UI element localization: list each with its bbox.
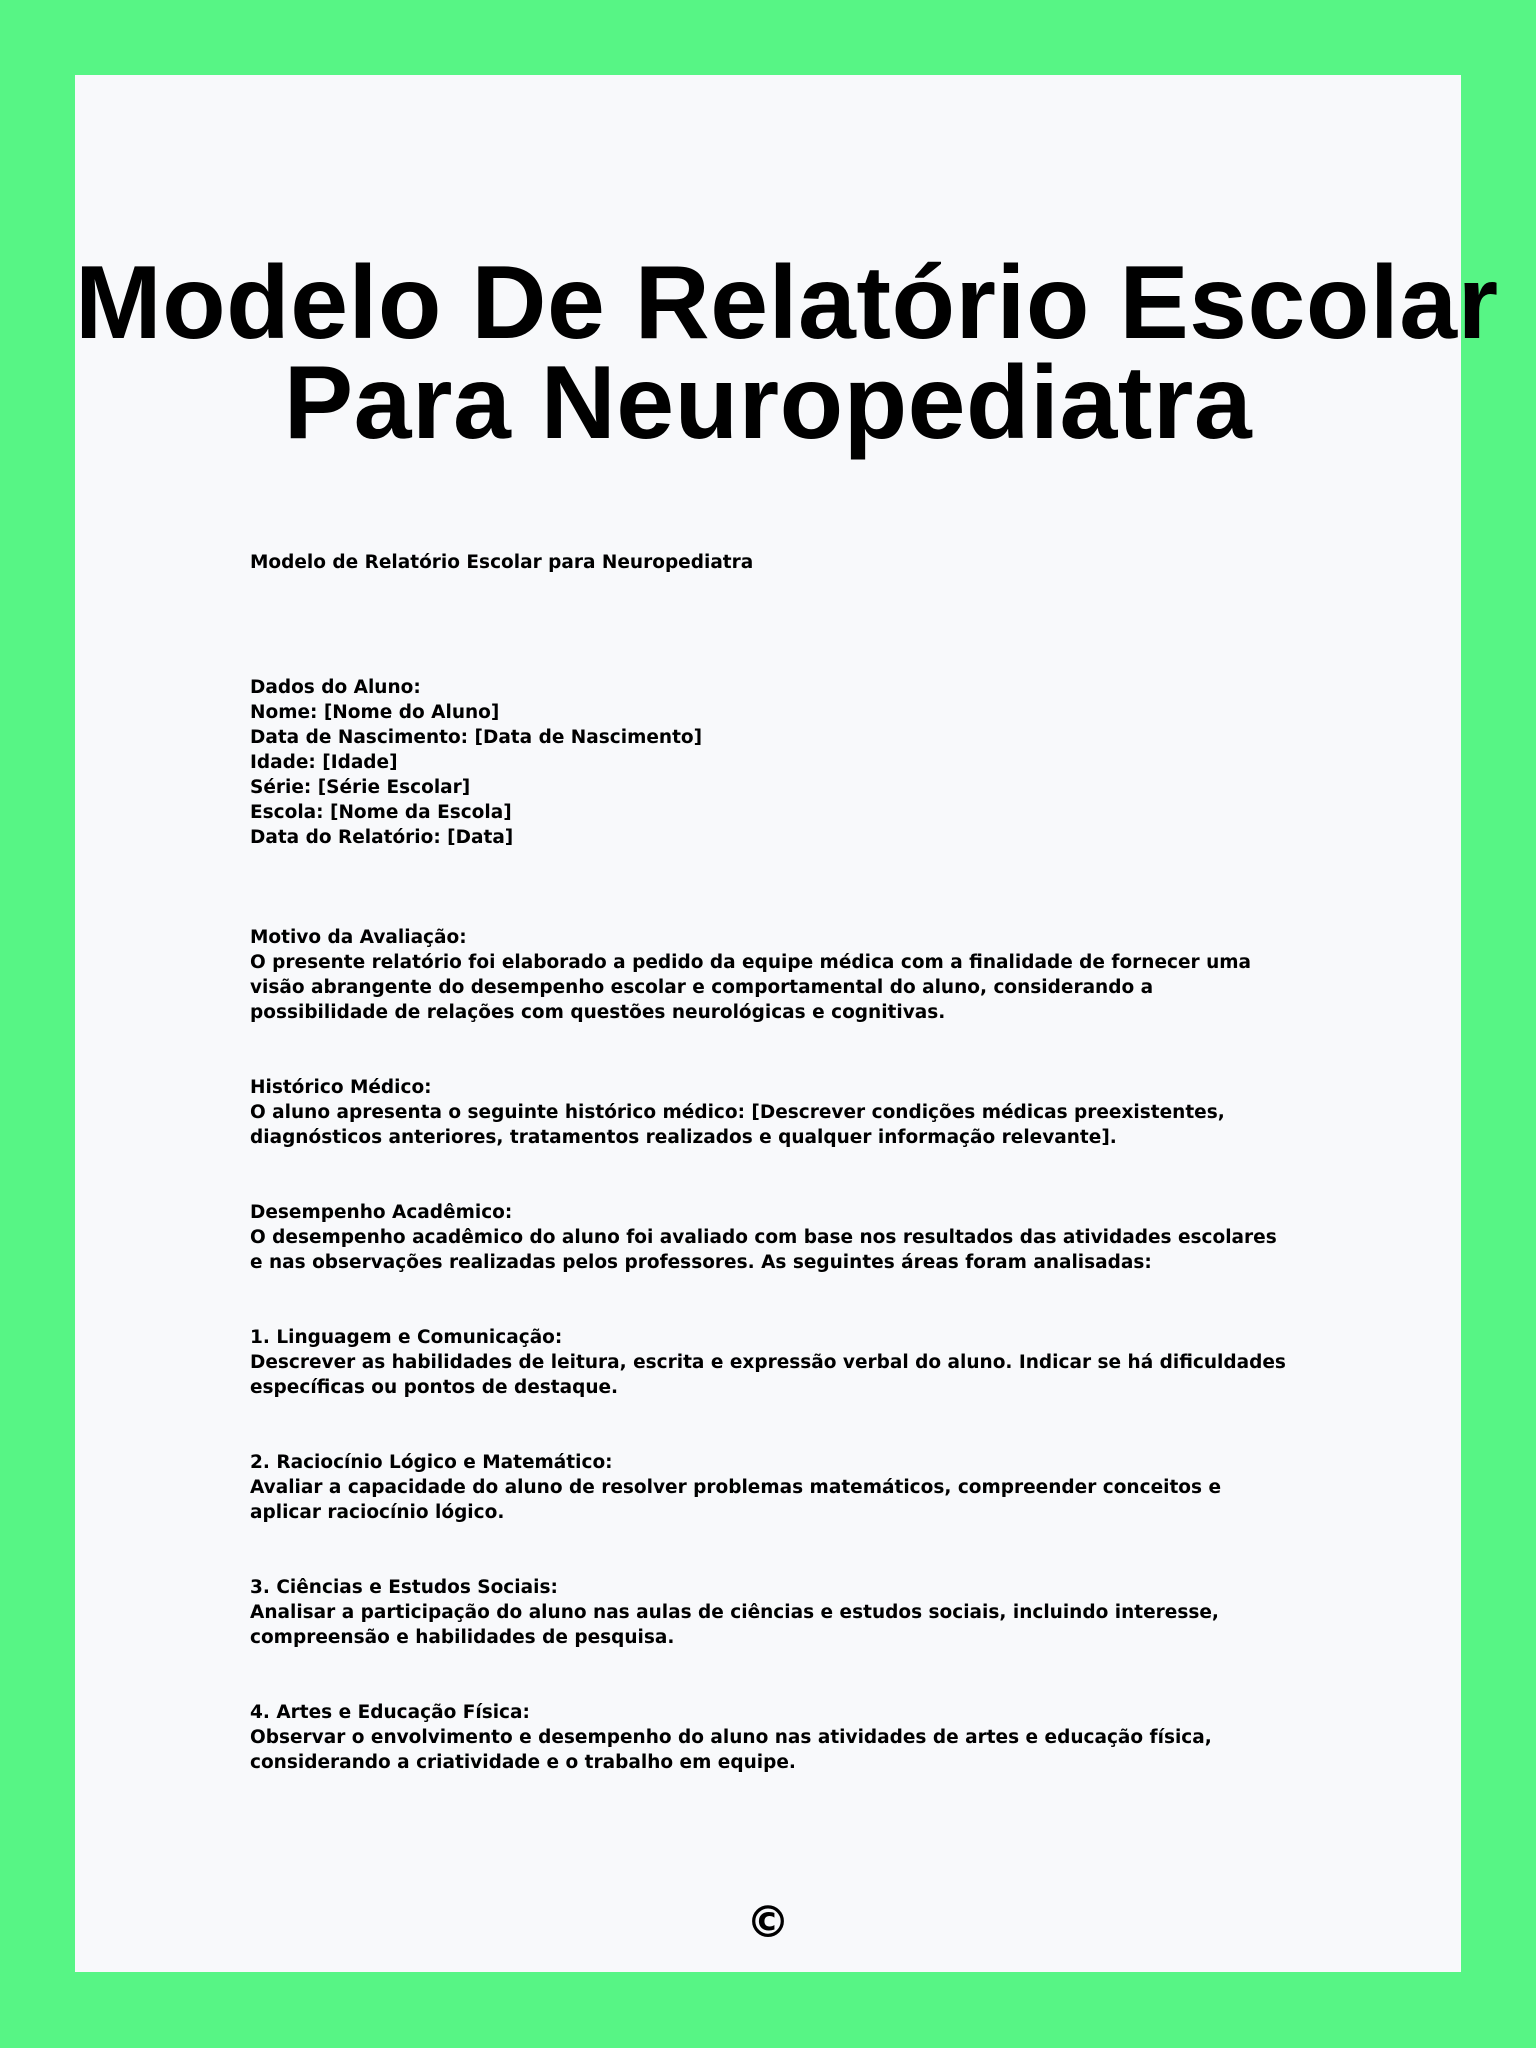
section-body: Descrever as habilidades de leitura, escrita e expressão verbal do aluno. Indicar se há dificuldades específicas ou pontos de destaque. [250,1352,1286,1398]
section-arts [250,1700,1290,1775]
document-title-line-1: Modelo De Relatório Escolar [75,245,1499,361]
section-heading: 3. Ciências e Estudos Sociais: [250,1577,558,1598]
document-body [250,550,1290,1775]
student-birth-date: Data de Nascimento: [Data de Nascimento] [250,727,703,748]
section-heading: 2. Raciocínio Lógico e Matemático: [250,1452,613,1473]
document-title-line-2: Para Neuropediatra [283,345,1253,461]
section-heading: 1. Linguagem e Comunicação: [250,1327,563,1348]
student-school: Escola: [Nome da Escola] [250,802,512,823]
section-heading: 4. Artes e Educação Física: [250,1702,530,1723]
copyright-icon: © [746,1897,790,1948]
student-name: Nome: [Nome do Aluno] [250,702,500,723]
document-title [75,245,1499,461]
section-heading: Motivo da Avaliação: [250,927,467,948]
student-age: Idade: [Idade] [250,752,398,773]
document-subtitle: Modelo de Relatório Escolar para Neuropediatra [250,552,754,573]
section-body: O aluno apresenta o seguinte histórico médico: [Descrever condições médicas preexistentes, diagnósticos anteriores, tratamentos realizados e qualquer informação relevante]. [250,1102,1225,1148]
student-data-section [250,675,1290,850]
section-math [250,1450,1290,1525]
section-body: O presente relatório foi elaborado a pedido da equipe médica com a finalidade de fornecer uma visão abrangente do desempenho escolar e comportamental do aluno, considerando a possibilidade de relações com questões neurológicas e cognitivas. [250,952,1252,1023]
section-sciences [250,1575,1290,1650]
section-body: Avaliar a capacidade do aluno de resolver problemas matemáticos, compreender conceitos e aplicar raciocínio lógico. [250,1477,1222,1523]
section-academic-performance [250,1200,1290,1275]
section-heading: Desempenho Acadêmico: [250,1202,513,1223]
document-page [75,75,1499,1972]
section-medical-history [250,1075,1290,1150]
section-body: Observar o envolvimento e desempenho do aluno nas atividades de artes e educação física, considerando a criatividade e o trabalho em equipe. [250,1727,1212,1773]
report-date: Data do Relatório: [Data] [250,827,514,848]
section-language [250,1325,1290,1400]
student-grade: Série: [Série Escolar] [250,777,471,798]
section-body: Analisar a participação do aluno nas aulas de ciências e estudos sociais, incluindo interesse, compreensão e habilidades de pesquisa. [250,1602,1219,1648]
section-heading: Histórico Médico: [250,1077,432,1098]
section-evaluation-reason [250,925,1290,1025]
student-data-heading: Dados do Aluno: [250,677,421,698]
section-body: O desempenho acadêmico do aluno foi avaliado com base nos resultados das atividades escolares e nas observações realizadas pelos professores. As seguintes áreas foram analisadas: [250,1227,1277,1273]
